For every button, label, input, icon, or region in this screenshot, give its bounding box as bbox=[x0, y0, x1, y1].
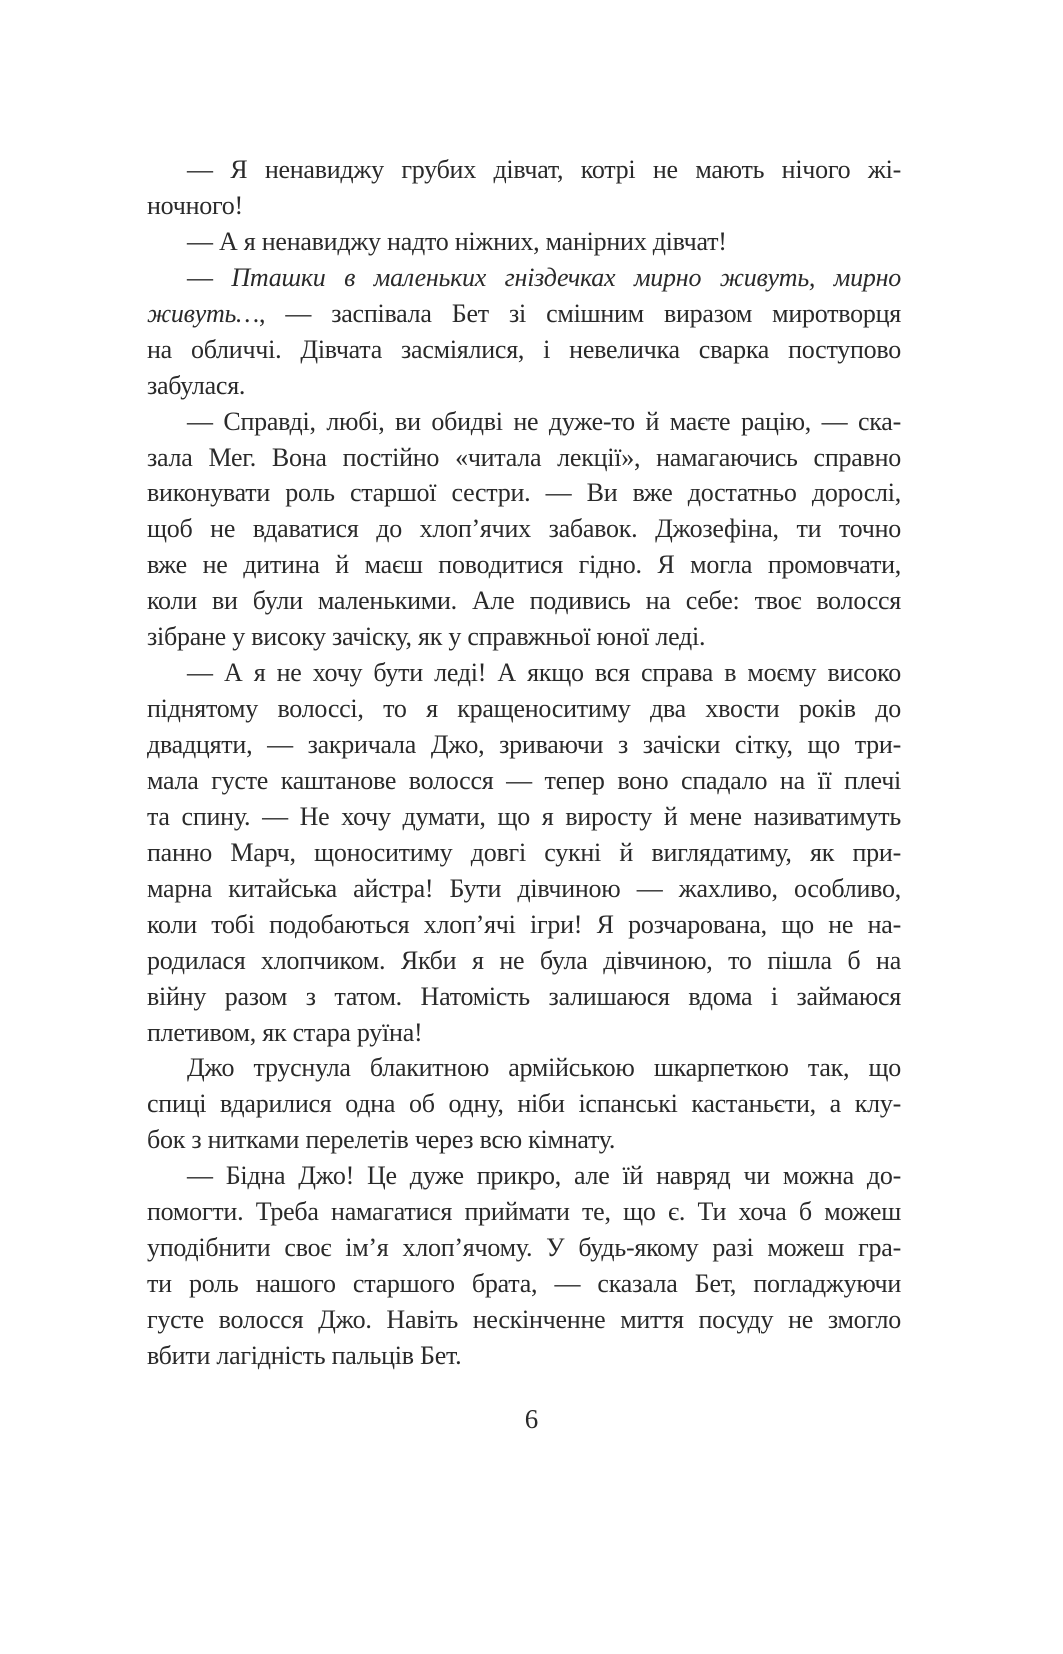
text-line bbox=[147, 1122, 901, 1158]
text-line bbox=[147, 296, 901, 332]
paragraph bbox=[147, 1158, 901, 1374]
text-segment: піднятому волоссі, то я кращеноситиму два хвости років до bbox=[147, 694, 901, 724]
text-segment: на обличчі. Дівчата засміялися, і невеличка сварка поступово bbox=[147, 334, 901, 364]
text-segment: вбити лагідність пальців Бет. bbox=[147, 1340, 462, 1370]
text-line bbox=[147, 979, 901, 1015]
italic-text: живуть… bbox=[147, 298, 259, 328]
text-segment: — Я ненавиджу грубих дівчат, котрі не мають нічого жі- bbox=[187, 155, 901, 184]
paragraph bbox=[147, 1050, 901, 1158]
page-number: 6 bbox=[524, 1404, 539, 1434]
text-line bbox=[147, 511, 901, 547]
text-line bbox=[147, 188, 901, 224]
text-segment: виконувати роль старшої сестри. — Ви вже достатньо дорослі, bbox=[147, 478, 901, 508]
text-segment: — bbox=[187, 262, 232, 292]
text-segment: вже не дитина й маєш поводитися гідно. Я могла промовчати, bbox=[147, 550, 901, 580]
text-line bbox=[147, 943, 901, 979]
text-segment: ти роль нашого старшого брата, — сказала Бет, погладжуючи bbox=[147, 1269, 901, 1299]
text-line bbox=[147, 224, 901, 260]
text-segment: та спину. — Не хочу думати, що я виросту й мене називатимуть bbox=[147, 801, 901, 831]
text-line bbox=[147, 332, 901, 368]
italic-text: Пташки в маленьких гніздечках мирно живуть, мирно bbox=[231, 262, 902, 292]
paragraph bbox=[147, 655, 901, 1050]
text-segment: уподібнити своє ім’я хлоп’ячому. У будь-якому разі можеш гра- bbox=[147, 1233, 901, 1263]
text-segment: спиці вдарилися одна об одну, ніби іспанські кастаньєти, а клу- bbox=[147, 1089, 901, 1119]
paragraph bbox=[147, 152, 901, 224]
text-segment: бок з нитками перелетів через всю кімнату. bbox=[147, 1125, 616, 1155]
text-line bbox=[147, 1266, 901, 1302]
text-line bbox=[147, 727, 901, 763]
paragraph bbox=[147, 260, 901, 404]
text-line bbox=[147, 368, 901, 404]
text-line bbox=[147, 475, 901, 511]
text-segment: — А я не хочу бути леді! А якщо вся справа в моєму високо bbox=[187, 658, 901, 688]
text-line bbox=[147, 152, 901, 188]
text-line bbox=[147, 799, 901, 835]
text-line bbox=[147, 1302, 901, 1338]
text-segment: зібране у високу зачіску, як у справжньої юної леді. bbox=[147, 622, 706, 652]
text-segment: Джо труснула блакитною армійською шкарпеткою так, що bbox=[187, 1053, 901, 1083]
text-line bbox=[147, 260, 901, 296]
text-segment: родилася хлопчиком. Якби я не була дівчиною, то пішла б на bbox=[147, 945, 901, 975]
text-line bbox=[147, 583, 901, 619]
text-line bbox=[147, 691, 901, 727]
text-line bbox=[147, 835, 901, 871]
text-line bbox=[147, 1158, 901, 1194]
text-line bbox=[147, 619, 901, 655]
text-segment: — А я ненавиджу надто ніжних, манірних дівчат! bbox=[187, 226, 727, 256]
text-line bbox=[147, 1015, 901, 1051]
text-line bbox=[147, 1194, 901, 1230]
text-segment: панно Марч, щоноситиму довгі сукні й виглядатиму, як при- bbox=[147, 837, 901, 867]
text-line bbox=[147, 1086, 901, 1122]
text-segment: густе волосся Джо. Навіть нескінченне миття посуду не змогло bbox=[147, 1305, 901, 1334]
text-line bbox=[147, 763, 901, 799]
page-body-text bbox=[147, 152, 901, 1374]
text-segment: марна китайська айстра! Бути дівчиною — жахливо, особливо, bbox=[147, 873, 901, 903]
text-segment: коли ви були маленькими. Але подивись на себе: твоє волосся bbox=[147, 586, 901, 616]
text-line bbox=[147, 547, 901, 583]
text-line bbox=[147, 404, 901, 440]
text-segment: щоб не вдаватися до хлоп’ячих забавок. Джозефіна, ти точно bbox=[147, 514, 901, 544]
text-segment: — Бідна Джо! Це дуже прикро, але їй навряд чи можна до- bbox=[187, 1161, 901, 1191]
text-line bbox=[147, 440, 901, 476]
text-line bbox=[147, 1050, 901, 1086]
text-segment: забулася. bbox=[147, 370, 246, 400]
text-line bbox=[147, 1338, 901, 1374]
text-line bbox=[147, 871, 901, 907]
text-line bbox=[147, 907, 901, 943]
text-segment: — Справді, любі, ви обидві не дуже-то й маєте рацію, — ска- bbox=[187, 406, 901, 436]
text-segment: плетивом, як стара руїна! bbox=[147, 1017, 423, 1047]
text-segment: помогти. Треба намагатися приймати те, що є. Ти хоча б можеш bbox=[147, 1197, 901, 1227]
paragraph bbox=[147, 224, 901, 260]
text-segment: ночного! bbox=[147, 190, 243, 220]
text-segment: коли тобі подобаються хлоп’ячі ігри! Я розчарована, що не на- bbox=[147, 909, 901, 939]
text-segment: мала густе каштанове волосся — тепер воно спадало на її плечі bbox=[147, 765, 901, 795]
text-line bbox=[147, 1230, 901, 1266]
paragraph bbox=[147, 404, 901, 656]
text-segment: зала Мег. Вона постійно «читала лекції», намагаючись справно bbox=[147, 442, 901, 472]
text-segment: , — заспівала Бет зі смішним виразом миротворця bbox=[259, 298, 901, 328]
text-segment: війну разом з татом. Натомість залишаюся вдома і займаюся bbox=[147, 981, 901, 1011]
text-segment: двадцяти, — закричала Джо, зриваючи з зачіски сітку, що три- bbox=[147, 730, 901, 759]
text-line bbox=[147, 655, 901, 691]
